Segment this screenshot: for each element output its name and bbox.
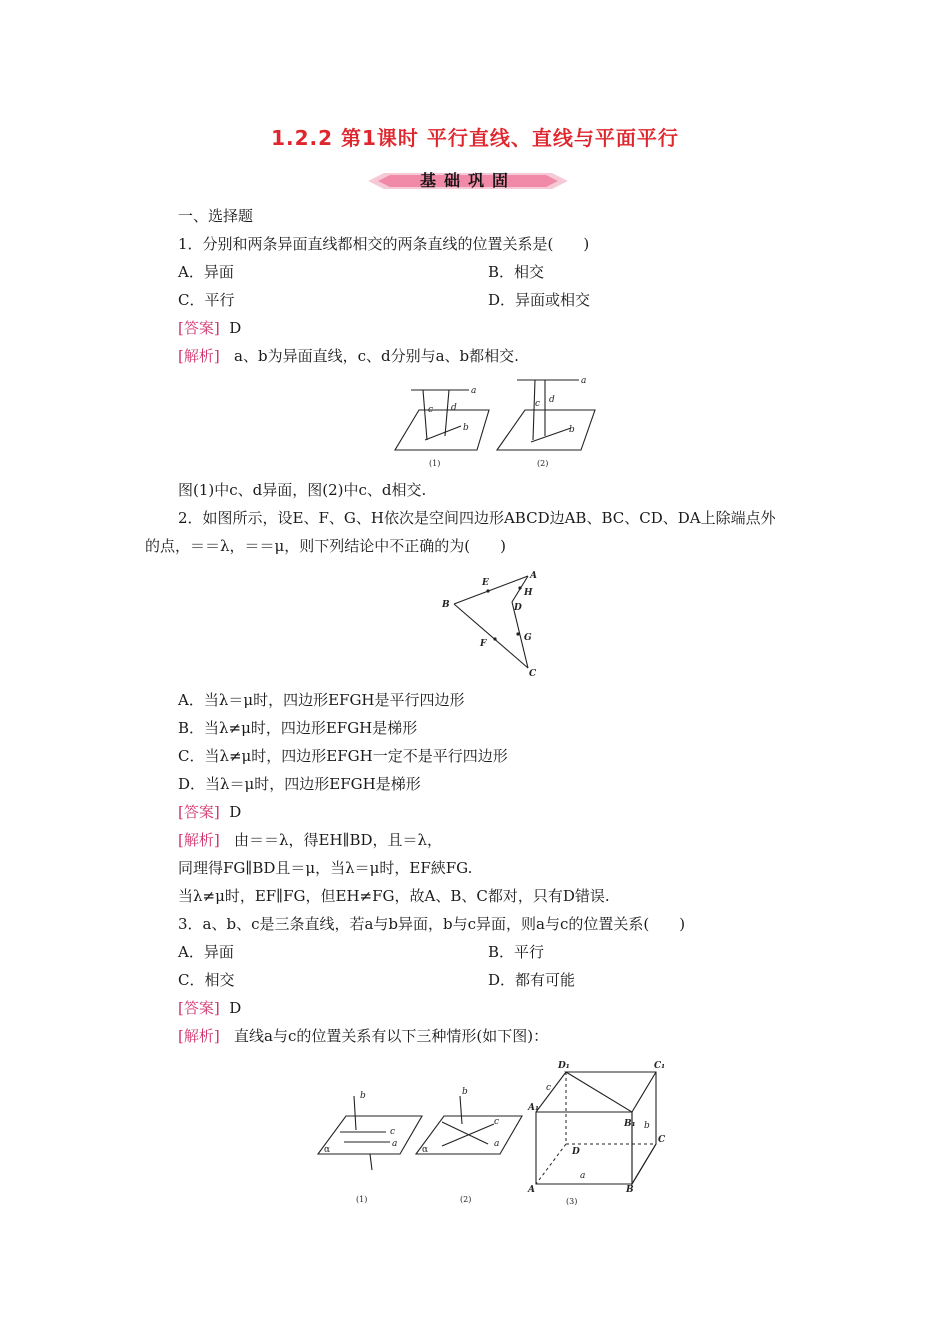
q2-option-b: B．当λ≠μ时，四边形EFGH是梯形 (178, 719, 418, 737)
fig-label: c (546, 1083, 552, 1093)
fig-label: (1) (356, 1195, 368, 1204)
q3-option-d: D．都有可能 (488, 971, 576, 989)
q1-option-d: D．异面或相交 (488, 291, 591, 309)
fig-label: B (626, 1185, 634, 1195)
fig-label: b (644, 1121, 650, 1131)
q2-option-a: A．当λ＝μ时，四边形EFGH是平行四边形 (178, 691, 465, 709)
answer-value: D (229, 803, 242, 821)
page-title: 1.2.2 第1课时 平行直线、直线与平面平行 (271, 126, 679, 150)
fig-label: C₁ (654, 1061, 666, 1071)
q2-stem-line1: 2．如图所示，设E、F、G、H依次是空间四边形ABCD边AB、BC、CD、DA上除端点外 (178, 509, 776, 527)
fig-label: b (569, 425, 575, 435)
q3-stem: 3．a、b、c是三条直线，若a与b异面，b与c异面，则a与c的位置关系( ) (178, 915, 686, 933)
fig-label: (3) (566, 1197, 578, 1206)
analysis-tag: [解析] (178, 1027, 220, 1045)
q3-answer (178, 998, 241, 1018)
q2-answer (178, 802, 241, 822)
q2-analysis-line3: 当λ≠μ时，EF∥FG，但EH≠FG，故A、B、C都对，只有D错误. (178, 887, 610, 905)
fig-label: A (528, 1185, 535, 1195)
q2-analysis-line2: 同理得FG∥BD且＝μ，当λ＝μ时，EF綊FG. (178, 859, 473, 877)
answer-value: D (229, 999, 242, 1017)
q1-analysis (178, 346, 519, 366)
fig-label: (2) (537, 459, 549, 468)
q2-option-d: D．当λ＝μ时，四边形EFGH是梯形 (178, 775, 421, 793)
fig-label: a (494, 1139, 500, 1149)
q1-option-c: C．平行 (178, 291, 235, 309)
fig-label: H (524, 588, 533, 598)
section-heading: 一、选择题 (178, 207, 254, 225)
q1-option-a: A．异面 (178, 263, 234, 281)
section-banner-label: 基础巩固 (419, 171, 516, 190)
answer-tag: [答案] (178, 319, 220, 337)
fig-label: F (480, 639, 487, 649)
fig-label: (2) (460, 1195, 472, 1204)
analysis-text: 由＝＝λ，得EH∥BD，且＝λ， (234, 831, 443, 849)
q3-option-a: A．异面 (178, 943, 234, 961)
fig-label: B₁ (624, 1119, 636, 1129)
fig-label: D₁ (558, 1061, 570, 1071)
analysis-text: 直线a与c的位置关系有以下三种情形(如下图)： (234, 1027, 549, 1045)
q3-option-b: B．平行 (488, 943, 545, 961)
q1-stem: 1．分别和两条异面直线都相交的两条直线的位置关系是( ) (178, 235, 590, 253)
q1-option-b: B．相交 (488, 263, 545, 281)
answer-tag: [答案] (178, 803, 220, 821)
q2-analysis (178, 830, 442, 850)
fig-label: D (514, 603, 522, 613)
q3-analysis (178, 1026, 548, 1046)
fig-label: c (428, 405, 434, 415)
fig-label: a (471, 386, 477, 396)
fig-label: c (535, 399, 541, 409)
fig-label: a (580, 1171, 586, 1181)
fig-label: a (392, 1139, 398, 1149)
fig-label: C (658, 1135, 666, 1145)
q3-figure (310, 1054, 680, 1214)
fig-label: α (422, 1145, 429, 1155)
analysis-tag: [解析] (178, 831, 220, 849)
q1-answer (178, 318, 241, 338)
fig-label: c (494, 1117, 500, 1127)
fig-label: B (442, 600, 450, 610)
analysis-tag: [解析] (178, 347, 220, 365)
answer-value: D (229, 319, 242, 337)
fig-label: A (530, 571, 537, 581)
fig-label: (1) (429, 459, 441, 468)
fig-label: G (524, 633, 532, 643)
q3-option-c: C．相交 (178, 971, 235, 989)
fig-label: E (482, 578, 489, 588)
fig-label: d (451, 403, 457, 413)
q2-stem-line2: 的点，＝＝λ，＝＝μ，则下列结论中不正确的为( ) (145, 537, 506, 555)
fig-label: A₁ (528, 1103, 539, 1113)
fig-label: b (360, 1091, 366, 1101)
fig-label: D (572, 1147, 580, 1157)
q2-figure (432, 562, 552, 684)
analysis-text: a、b为异面直线，c、d分别与a、b都相交. (234, 347, 519, 365)
fig-label: c (390, 1127, 396, 1137)
fig-label: b (463, 423, 469, 433)
fig-label: C (529, 669, 537, 679)
q2-option-c: C．当λ≠μ时，四边形EFGH一定不是平行四边形 (178, 747, 508, 765)
q1-conclusion: 图(1)中c、d异面，图(2)中c、d相交. (178, 481, 427, 499)
answer-tag: [答案] (178, 999, 220, 1017)
fig-label: b (462, 1087, 468, 1097)
fig-label: d (549, 395, 555, 405)
fig-label: a (581, 376, 587, 386)
q1-figure (385, 372, 605, 476)
fig-label: α (324, 1145, 331, 1155)
